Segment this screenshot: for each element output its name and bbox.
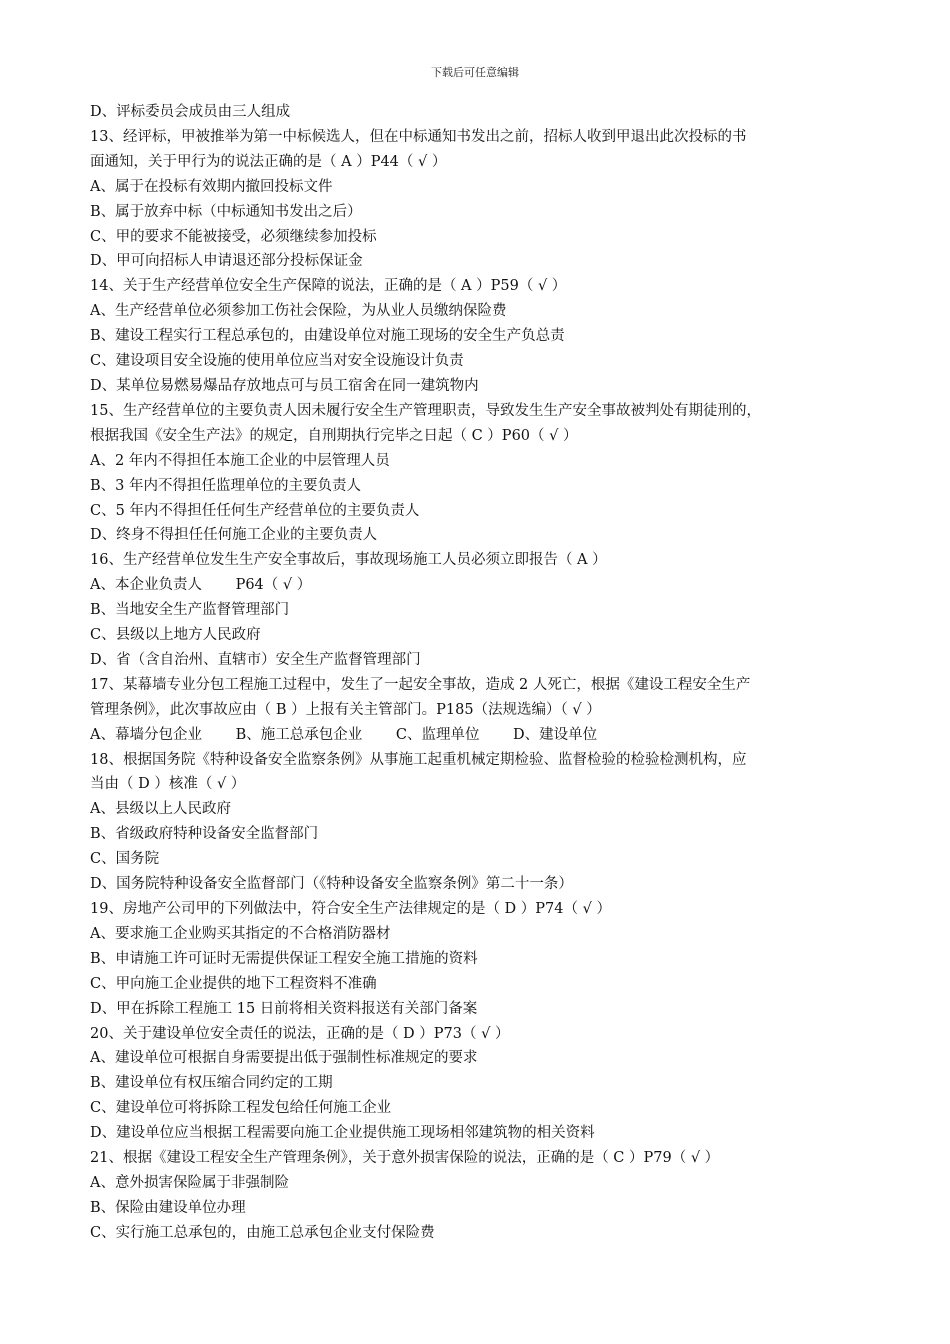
text-line: 根据我国《安全生产法》的规定，自刑期执行完毕之日起（ C ）P60（ √ ）	[90, 427, 578, 444]
text-line: D、国务院特种设备安全监督部门（《特种设备安全监察条例》第二十一条）	[90, 876, 573, 893]
text-line: C、5 年内不得担任任何生产经营单位的主要负责人	[90, 502, 420, 519]
text-line: 面通知，关于甲行为的说法正确的是（ A ）P44（ √ ）	[90, 153, 447, 170]
text-line: D、评标委员会成员由三人组成	[90, 104, 291, 120]
text-line: C、国务院	[90, 851, 160, 868]
text-line: D、甲可向招标人申请退还部分投标保证金	[90, 253, 363, 270]
text-line: A、2 年内不得担任本施工企业的中层管理人员	[90, 452, 390, 469]
text-line: B、申请施工许可证时无需提供保证工程安全施工措施的资料	[90, 950, 478, 967]
text-line: C、县级以上地方人民政府	[90, 627, 261, 644]
text-line: D、终身不得担任任何施工企业的主要负责人	[90, 527, 378, 544]
text-line: 17、某幕墙专业分包工程施工过程中，发生了一起安全事故，造成 2 人死亡，根据《建设工程安全生产	[90, 676, 751, 693]
page-header: 下载后可任意编辑	[431, 66, 519, 79]
text-line: C、甲向施工企业提供的地下工程资料不准确	[90, 975, 377, 992]
text-line: A、生产经营单位必须参加工伤社会保险，为从业人员缴纳保险费	[90, 303, 507, 320]
text-line: 14、关于生产经营单位安全生产保障的说法，正确的是（ A ）P59（ √ ）	[90, 278, 567, 295]
text-line: C、甲的要求不能被接受，必须继续参加投标	[90, 228, 377, 245]
text-line: A、幕墙分包企业 B、施工总承包企业 C、监理单位 D、建设单位	[90, 726, 598, 743]
text-line: 当由（ D ）核准（ √ ）	[90, 776, 246, 793]
text-line: A、县级以上人民政府	[90, 801, 231, 818]
text-line: 16、生产经营单位发生生产安全事故后，事故现场施工人员必须立即报告（ A ）	[90, 552, 607, 569]
text-line: C、实行施工总承包的，由施工总承包企业支付保险费	[90, 1224, 435, 1241]
text-line: 管理条例》，此次事故应由（ B ）上报有关主管部门。P185（法规选编）（ √ ）	[90, 701, 601, 718]
text-line: C、建设单位可将拆除工程发包给任何施工企业	[90, 1100, 392, 1117]
text-line: B、当地安全生产监督管理部门	[90, 602, 290, 619]
text-line: 13、经评标，甲被推举为第一中标候选人，但在中标通知书发出之前，招标人收到甲退出此次投标的书	[90, 128, 747, 145]
text-line: 19、房地产公司甲的下列做法中，符合安全生产法律规定的是（ D ）P74（ √ ）	[90, 901, 611, 917]
text-line: 20、关于建设单位安全责任的说法，正确的是（ D ）P73（ √ ）	[90, 1025, 510, 1042]
document-body	[90, 100, 880, 1246]
text-line: A、建设单位可根据自身需要提出低于强制性标准规定的要求	[90, 1050, 478, 1067]
text-line: 18、根据国务院《特种设备安全监察条例》从事施工起重机械定期检验、监督检验的检验检测机构，应	[90, 751, 747, 768]
text-line: A、本企业负责人 P64（ √ ）	[90, 577, 312, 594]
text-line: 21、根据《建设工程安全生产管理条例》，关于意外损害保险的说法，正确的是（ C ）P79（ √ ）	[90, 1150, 720, 1167]
text-line: B、属于放弃中标（中标通知书发出之后）	[90, 203, 362, 220]
text-line: B、建设工程实行工程总承包的，由建设单位对施工现场的安全生产负总责	[90, 328, 565, 345]
text-line: B、省级政府特种设备安全监督部门	[90, 826, 319, 843]
text-line: A、属于在投标有效期内撤回投标文件	[90, 178, 333, 195]
text-line: D、甲在拆除工程施工 15 日前将相关资料报送有关部门备案	[90, 1000, 478, 1017]
text-line: B、保险由建设单位办理	[90, 1199, 246, 1216]
text-line: 15、生产经营单位的主要负责人因未履行安全生产管理职责，导致发生生产安全事故被判处有期徒刑的，	[90, 402, 761, 419]
text-line: D、省（含自治州、直辖市）安全生产监督管理部门	[90, 651, 421, 668]
text-line: B、建设单位有权压缩合同约定的工期	[90, 1075, 333, 1092]
text-line: D、建设单位应当根据工程需要向施工企业提供施工现场相邻建筑物的相关资料	[90, 1125, 595, 1142]
text-line: B、3 年内不得担任监理单位的主要负责人	[90, 477, 361, 494]
text-line: C、建设项目安全设施的使用单位应当对安全设施设计负责	[90, 353, 464, 370]
text-line: D、某单位易燃易爆品存放地点可与员工宿舍在同一建筑物内	[90, 377, 479, 394]
text-line: A、要求施工企业购买其指定的不合格消防器材	[90, 925, 391, 942]
text-line: A、意外损害保险属于非强制险	[90, 1174, 289, 1191]
